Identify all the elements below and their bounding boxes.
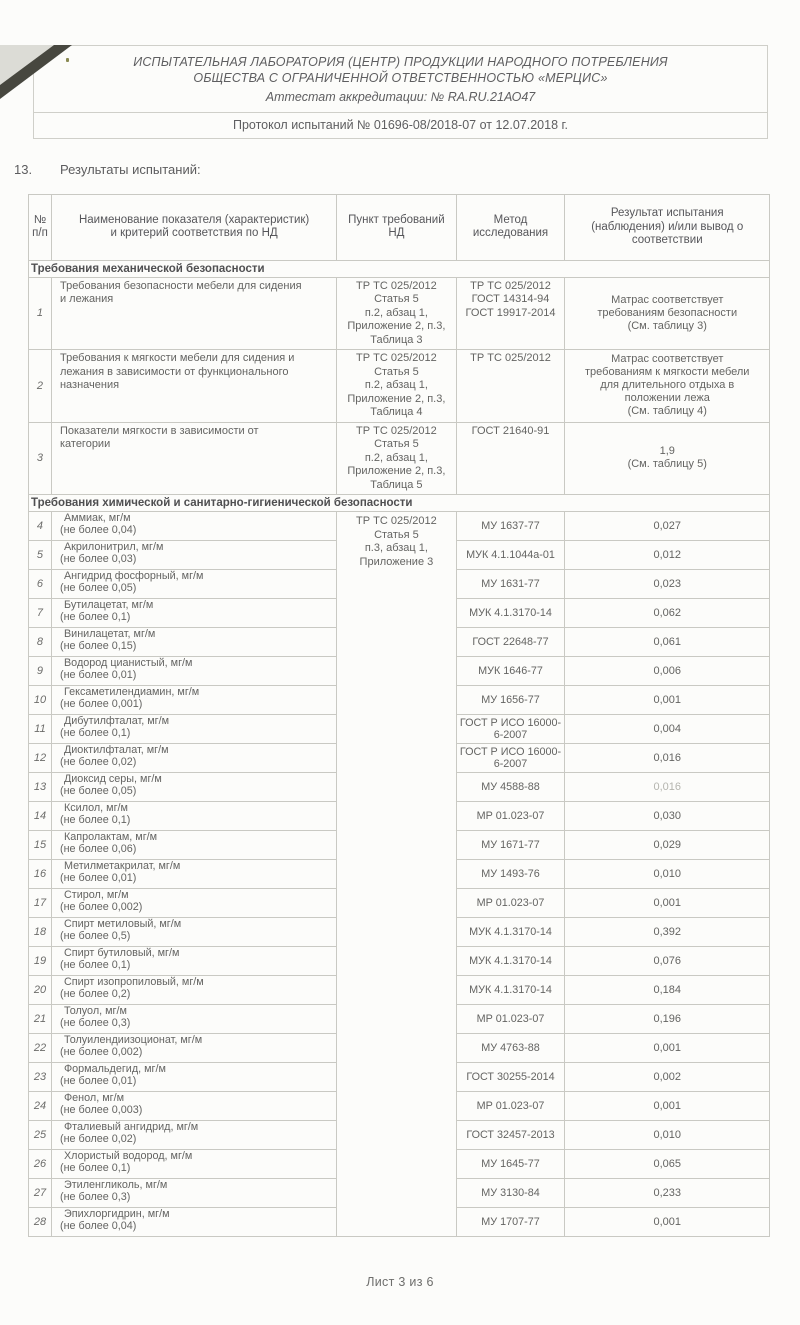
indicator-name-text: Формальдегид, мг/м xyxy=(63,1063,166,1075)
indicator-name-text: Диоксид серы, мг/м xyxy=(63,773,162,785)
text-line: ТР ТС 025/2012 xyxy=(356,515,437,527)
test-method: МУ 4763-88 xyxy=(456,1034,565,1063)
indicator-name xyxy=(51,744,336,773)
accreditation-line: Аттестат аккредитации: № RA.RU.21АО47 xyxy=(265,90,536,104)
test-method: МР 01.023-07 xyxy=(456,802,565,831)
indicator-limit-text: (не более 0,06) xyxy=(59,842,137,855)
test-method: МУК 1646-77 xyxy=(456,657,565,686)
row-number: 13 xyxy=(29,773,52,802)
indicator-name xyxy=(51,350,336,423)
text-line: Статья 5 xyxy=(374,438,419,450)
indicator-limit-text: (не более 0,002) xyxy=(59,1045,143,1058)
test-method: МУК 4.1.3170-14 xyxy=(456,918,565,947)
row-number: 15 xyxy=(29,831,52,860)
row-number: 2 xyxy=(29,350,52,423)
indicator-limit-text: (не более 0,1) xyxy=(59,958,131,971)
indicator-limit-text: (не более 0,1) xyxy=(59,726,131,739)
text-line: соответствии xyxy=(631,234,703,246)
test-result: 0,001 xyxy=(565,1208,770,1237)
test-result: 0,001 xyxy=(565,1092,770,1121)
row-number: 27 xyxy=(29,1179,52,1208)
row-number: 21 xyxy=(29,1005,52,1034)
indicator-name-text: Водород цианистый, мг/м xyxy=(63,657,193,669)
row-number: 10 xyxy=(29,686,52,715)
test-result: 0,061 xyxy=(565,628,770,657)
test-method: МР 01.023-07 xyxy=(456,1092,565,1121)
indicator-name-text: Гексаметилендиамин, мг/м xyxy=(63,686,200,698)
text-line: (См. таблицу 4) xyxy=(627,405,707,418)
lab-title-line1: ИСПЫТАТЕЛЬНАЯ ЛАБОРАТОРИЯ (ЦЕНТР) ПРОДУКЦИИ НАРОДНОГО ПОТРЕБЛЕНИЯ xyxy=(133,55,668,69)
indicator-name-text: Толуилендиизоционат, мг/м xyxy=(63,1034,203,1046)
test-result: 0,006 xyxy=(565,657,770,686)
row-number: 18 xyxy=(29,918,52,947)
indicator-name-text: Акрилонитрил, мг/м xyxy=(63,541,164,553)
indicator-limit-text: (не более 0,02) xyxy=(59,755,137,768)
indicator-name-text: Эпихлоргидрин, мг/м xyxy=(63,1208,170,1220)
indicator-name-text: Ангидрид фосфорный, мг/м xyxy=(63,570,204,582)
table-row xyxy=(29,422,770,495)
text-line: Результат испытания xyxy=(610,207,724,219)
indicator-limit-text: (не более 0,1) xyxy=(59,610,131,623)
indicator-name xyxy=(51,657,336,686)
section-title: Требования химической и санитарно-гигиенической безопасности xyxy=(29,495,770,512)
results-section-heading xyxy=(14,162,800,177)
indicator-name-text: Бутилацетат, мг/м xyxy=(63,599,154,611)
text-line: Статья 5 xyxy=(374,293,419,305)
row-number: 3 xyxy=(29,422,52,495)
text-line: и лежания xyxy=(59,293,114,305)
row-number: 1 xyxy=(29,277,52,350)
indicator-name-text: Ксилол, мг/м xyxy=(63,802,128,814)
test-method: МУ 1656-77 xyxy=(456,686,565,715)
text-line: ТР ТС 025/2012 xyxy=(356,424,437,437)
text-line: Пункт требований xyxy=(348,213,445,226)
indicator-name xyxy=(51,976,336,1005)
indicator-name xyxy=(51,570,336,599)
indicator-name xyxy=(51,1150,336,1179)
test-result: 0,030 xyxy=(565,802,770,831)
indicator-name xyxy=(51,599,336,628)
col-header-method xyxy=(456,195,565,261)
row-number: 11 xyxy=(29,715,52,744)
text-line: ГОСТ 21640-91 xyxy=(471,424,550,437)
row-number: 22 xyxy=(29,1034,52,1063)
text-line: требованиям безопасности xyxy=(597,306,738,319)
text-line: Метод xyxy=(493,213,528,226)
col-header-result xyxy=(565,195,770,261)
text-line: п.2, абзац 1, xyxy=(364,306,428,319)
text-line: ТР ТС 025/2012 xyxy=(356,279,437,292)
text-line: НД xyxy=(388,227,405,240)
test-method: МУ 3130-84 xyxy=(456,1179,565,1208)
text-line: требованиям к мягкости мебели xyxy=(585,366,750,379)
text-line: Показатели мягкости в зависимости от xyxy=(59,424,259,437)
text-line: ГОСТ 19917-2014 xyxy=(465,306,556,319)
row-number: 24 xyxy=(29,1092,52,1121)
text-line: Статья 5 xyxy=(374,528,419,541)
col-header-name xyxy=(51,195,336,261)
text-line: (См. таблицу 3) xyxy=(627,319,707,332)
text-line: Таблица 5 xyxy=(370,478,423,491)
text-line: ТР ТС 025/2012 xyxy=(356,352,437,364)
test-method: МУ 1493-76 xyxy=(456,860,565,889)
table-row xyxy=(29,277,770,350)
test-method xyxy=(456,277,565,350)
text-line: Приложение 2, п.3, xyxy=(347,465,446,477)
indicator-limit-text: (не более 0,5) xyxy=(59,929,131,942)
row-number: 20 xyxy=(29,976,52,1005)
text-line: (наблюдения) и/или вывод о xyxy=(591,220,744,233)
indicator-name-text: Хлористый водород, мг/м xyxy=(63,1150,193,1162)
indicator-limit-text: (не более 0,3) xyxy=(59,1190,131,1203)
test-method: ГОСТ 30255-2014 xyxy=(456,1063,565,1092)
test-result: 0,010 xyxy=(565,1121,770,1150)
test-method: МУ 1707-77 xyxy=(456,1208,565,1237)
indicator-limit-text: (не более 0,05) xyxy=(59,581,137,594)
indicator-name-text: Аммиак, мг/м xyxy=(63,512,131,524)
row-number: 16 xyxy=(29,860,52,889)
table-row xyxy=(29,350,770,423)
indicator-name-text: Спирт бутиловый, мг/м xyxy=(63,947,180,959)
indicator-name xyxy=(51,1121,336,1150)
page-footer: Лист 3 из 6 xyxy=(366,1275,434,1289)
requirement-clause xyxy=(337,277,456,350)
indicator-limit-text: (не более 0,03) xyxy=(59,552,137,565)
indicator-name-text: Винилацетат, мг/м xyxy=(63,628,156,640)
indicator-name xyxy=(51,628,336,657)
indicator-name xyxy=(51,422,336,495)
text-line: Требования безопасности мебели для сидения xyxy=(59,279,302,292)
indicator-name-text: Спирт метиловый, мг/м xyxy=(63,918,182,930)
indicator-name xyxy=(51,715,336,744)
text-line: положении лежа xyxy=(624,392,710,405)
text-line: п.3, абзац 1, xyxy=(364,542,428,554)
test-result: 0,004 xyxy=(565,715,770,744)
test-method: МУ 4588-88 xyxy=(456,773,565,802)
test-method: МР 01.023-07 xyxy=(456,1005,565,1034)
test-method: МР 01.023-07 xyxy=(456,889,565,918)
indicator-limit-text: (не более 0,1) xyxy=(59,1161,131,1174)
indicator-limit-text: (не более 0,04) xyxy=(59,523,137,536)
test-result: 0,002 xyxy=(565,1063,770,1092)
indicator-name-text: Фталиевый ангидрид, мг/м xyxy=(63,1121,199,1133)
test-method: ГОСТ 32457-2013 xyxy=(456,1121,565,1150)
text-line: (См. таблицу 5) xyxy=(627,458,707,471)
indicator-name xyxy=(51,860,336,889)
test-result: 0,023 xyxy=(565,570,770,599)
test-result: 0,062 xyxy=(565,599,770,628)
text-line: лежания в зависимости от функционального xyxy=(59,365,289,378)
indicator-name xyxy=(51,1208,336,1237)
text-line: Требования к мягкости мебели для сидения и xyxy=(59,352,295,364)
row-number: 5 xyxy=(29,541,52,570)
text-line: ТР ТС 025/2012 xyxy=(470,352,551,364)
text-line: Статья 5 xyxy=(374,365,419,378)
text-line: Приложение 2, п.3, xyxy=(347,320,446,332)
test-result xyxy=(565,277,770,350)
indicator-limit-text: (не более 0,01) xyxy=(59,1074,137,1087)
test-result: 0,001 xyxy=(565,889,770,918)
table-row xyxy=(29,512,770,541)
test-method xyxy=(456,350,565,423)
indicator-limit-text: (не более 0,04) xyxy=(59,1219,137,1232)
section-title-text: Результаты испытаний: xyxy=(60,162,201,177)
indicator-name xyxy=(51,1063,336,1092)
test-result: 0,076 xyxy=(565,947,770,976)
row-number: 23 xyxy=(29,1063,52,1092)
indicator-name-text: Диоктилфталат, мг/м xyxy=(63,744,169,756)
text-line: Таблица 4 xyxy=(370,406,423,418)
text-line: п/п xyxy=(32,227,48,240)
indicator-name xyxy=(51,802,336,831)
indicator-name-text: Спирт изопропиловый, мг/м xyxy=(63,976,204,988)
protocol-number-line: Протокол испытаний № 01696-08/2018-07 от 12.07.2018 г. xyxy=(34,112,767,138)
test-method: МУ 1631-77 xyxy=(456,570,565,599)
row-number: 4 xyxy=(29,512,52,541)
table-header-row xyxy=(29,195,770,261)
text-line: п.2, абзац 1, xyxy=(364,451,428,464)
indicator-limit-text: (не более 0,01) xyxy=(59,871,137,884)
row-number: 8 xyxy=(29,628,52,657)
col-header-num xyxy=(29,195,52,261)
row-number: 9 xyxy=(29,657,52,686)
indicator-name-text: Этиленгликоль, мг/м xyxy=(63,1179,168,1191)
indicator-limit-text: (не более 0,3) xyxy=(59,1016,131,1029)
indicator-name xyxy=(51,1092,336,1121)
indicator-name xyxy=(51,277,336,350)
requirement-clause xyxy=(337,422,456,495)
test-method xyxy=(456,422,565,495)
indicator-limit-text: (не более 0,02) xyxy=(59,1132,137,1145)
text-line: Наименование показателя (характеристик) xyxy=(78,213,310,226)
text-line: для длительного отдыха в xyxy=(600,379,735,392)
section-title-row xyxy=(29,260,770,277)
test-result: 0,016 xyxy=(565,744,770,773)
text-line: ГОСТ 14314-94 xyxy=(471,293,550,305)
text-line: п.2, абзац 1, xyxy=(364,379,428,391)
test-result: 0,027 xyxy=(565,512,770,541)
text-line: Матрас соответствует xyxy=(611,293,724,306)
test-method: ГОСТ 22648-77 xyxy=(456,628,565,657)
test-result: 0,012 xyxy=(565,541,770,570)
indicator-name xyxy=(51,773,336,802)
test-method: МУК 4.1.3170-14 xyxy=(456,599,565,628)
indicator-limit-text: (не более 0,01) xyxy=(59,668,137,681)
test-method: МУ 1671-77 xyxy=(456,831,565,860)
indicator-name xyxy=(51,686,336,715)
text-line: 1,9 xyxy=(659,445,675,458)
results-table xyxy=(28,194,770,1237)
section-title: Требования механической безопасности xyxy=(29,260,770,277)
section-title-row xyxy=(29,495,770,512)
row-number: 12 xyxy=(29,744,52,773)
indicator-name-text: Фенол, мг/м xyxy=(63,1092,124,1104)
test-result: 0,233 xyxy=(565,1179,770,1208)
lab-title-line2: ОБЩЕСТВА С ОГРАНИЧЕННОЙ ОТВЕТСТВЕННОСТЬЮ «МЕРЦИС» xyxy=(193,71,608,85)
row-number: 26 xyxy=(29,1150,52,1179)
row-number: 19 xyxy=(29,947,52,976)
row-number: 25 xyxy=(29,1121,52,1150)
indicator-limit-text: (не более 0,15) xyxy=(59,639,137,652)
text-line: исследования xyxy=(472,227,549,240)
indicator-name-text: Дибутилфталат, мг/м xyxy=(63,715,170,727)
test-result: 0,016 xyxy=(565,773,770,802)
test-method: ГОСТ Р ИСО 16000-6-2007 xyxy=(456,744,565,773)
test-result: 0,001 xyxy=(565,1034,770,1063)
indicator-limit-text: (не более 0,05) xyxy=(59,784,137,797)
text-line: ТР ТС 025/2012 xyxy=(470,279,551,292)
text-line: Таблица 3 xyxy=(370,333,423,346)
indicator-limit-text: (не более 0,1) xyxy=(59,813,131,826)
indicator-name xyxy=(51,512,336,541)
text-line: № xyxy=(33,213,47,226)
test-method: МУК 4.1.1044а-01 xyxy=(456,541,565,570)
indicator-name xyxy=(51,947,336,976)
test-result: 0,392 xyxy=(565,918,770,947)
text-line: Матрас соответствует xyxy=(611,353,724,366)
document-header xyxy=(33,45,768,139)
indicator-name-text: Капролактам, мг/м xyxy=(63,831,158,843)
indicator-name xyxy=(51,541,336,570)
row-number: 14 xyxy=(29,802,52,831)
test-result: 0,010 xyxy=(565,860,770,889)
test-method: ГОСТ Р ИСО 16000-6-2007 xyxy=(456,715,565,744)
indicator-limit-text: (не более 0,003) xyxy=(59,1103,143,1116)
indicator-limit-text: (не более 0,002) xyxy=(59,900,143,913)
row-number: 6 xyxy=(29,570,52,599)
indicator-name-text: Метилметакрилат, мг/м xyxy=(63,860,181,872)
text-line: Приложение 2, п.3, xyxy=(347,392,446,405)
indicator-name-text: Толуол, мг/м xyxy=(63,1005,127,1017)
requirement-clause xyxy=(337,350,456,423)
indicator-name xyxy=(51,889,336,918)
test-result: 0,001 xyxy=(565,686,770,715)
test-result: 0,184 xyxy=(565,976,770,1005)
text-line: и критерий соответствия по НД xyxy=(110,227,278,240)
text-line: назначения xyxy=(59,379,120,391)
requirement-clause xyxy=(337,512,456,1237)
test-result xyxy=(565,422,770,495)
row-number: 7 xyxy=(29,599,52,628)
test-result: 0,196 xyxy=(565,1005,770,1034)
indicator-limit-text: (не более 0,2) xyxy=(59,987,131,1000)
test-result: 0,029 xyxy=(565,831,770,860)
section-number: 13. xyxy=(14,162,33,177)
indicator-name-text: Стирол, мг/м xyxy=(63,889,129,901)
indicator-name xyxy=(51,1005,336,1034)
lab-title-block xyxy=(34,46,767,112)
test-result xyxy=(565,350,770,423)
indicator-name xyxy=(51,918,336,947)
test-result: 0,065 xyxy=(565,1150,770,1179)
scan-speck xyxy=(66,58,69,62)
text-line: Приложение 3 xyxy=(359,555,434,568)
row-number: 28 xyxy=(29,1208,52,1237)
test-method: МУК 4.1.3170-14 xyxy=(456,976,565,1005)
row-number: 17 xyxy=(29,889,52,918)
indicator-name xyxy=(51,831,336,860)
test-method: МУ 1645-77 xyxy=(456,1150,565,1179)
indicator-limit-text: (не более 0,001) xyxy=(59,697,143,710)
col-header-punkt xyxy=(337,195,456,261)
test-method: МУК 4.1.3170-14 xyxy=(456,947,565,976)
text-line: категории xyxy=(59,438,111,450)
indicator-name xyxy=(51,1034,336,1063)
test-method: МУ 1637-77 xyxy=(456,512,565,541)
indicator-name xyxy=(51,1179,336,1208)
